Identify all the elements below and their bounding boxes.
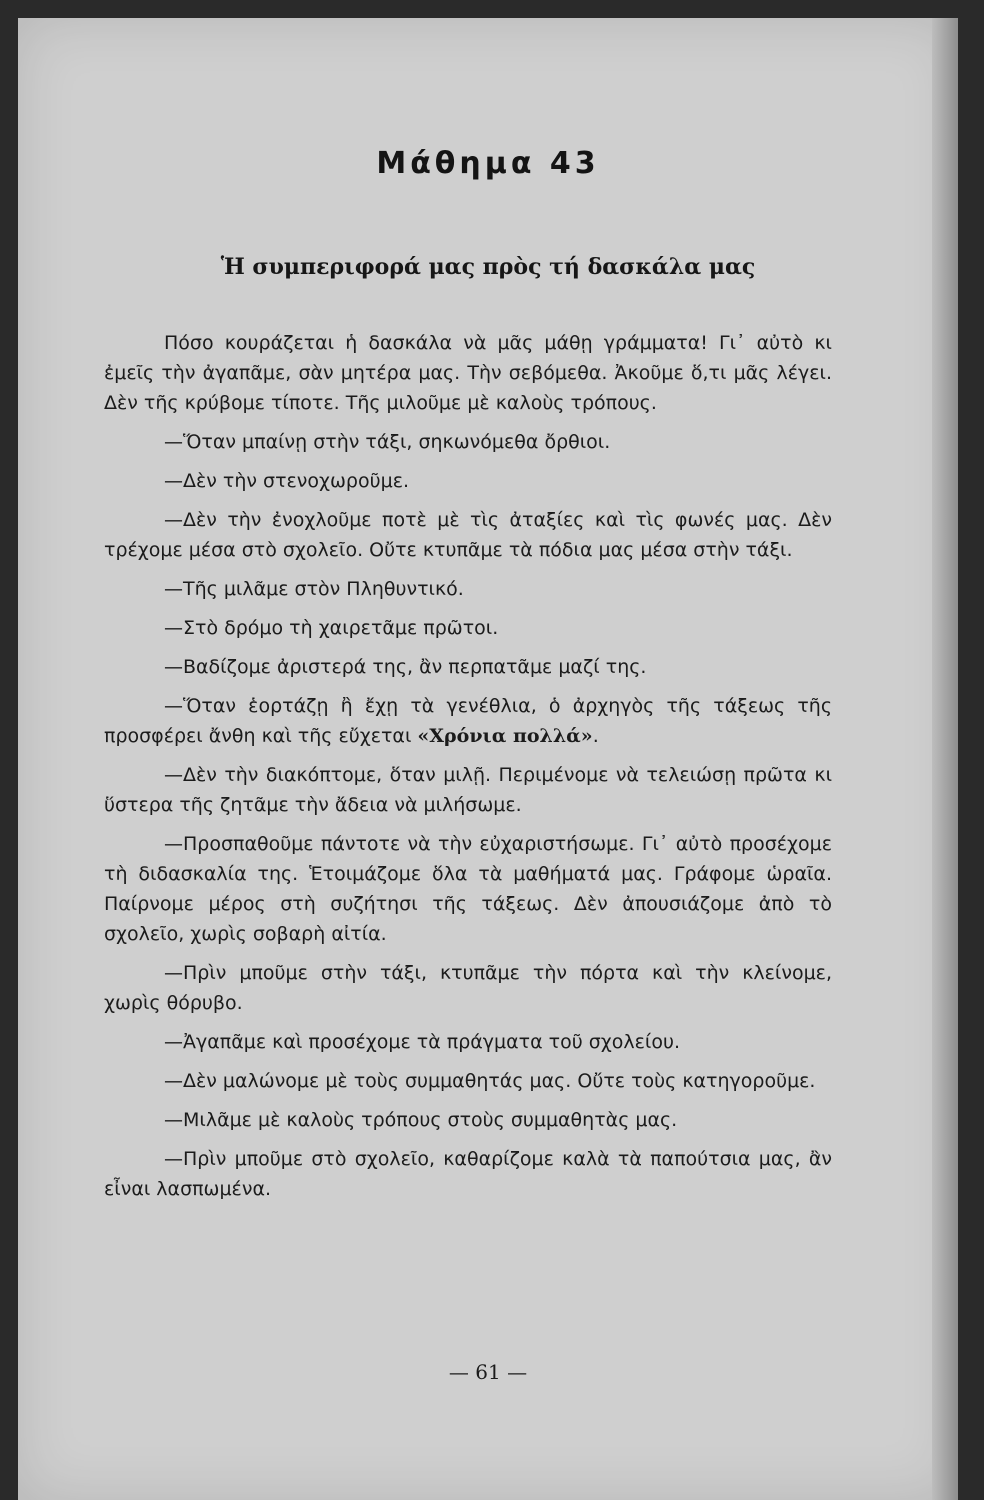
paragraph: —Ἀγαπᾶμε καὶ προσέχομε τὰ πράγματα τοῦ σχολείου. [164, 1031, 680, 1053]
celebration-wish: «Χρόνια πολλά» [417, 725, 593, 747]
lesson-text [104, 328, 832, 1213]
paragraph-celebration [104, 691, 832, 751]
paragraph: —Τῆς μιλᾶμε στὸν Πληθυντικό. [164, 578, 464, 600]
paragraph: —Δὲν μαλώνομε μὲ τοὺς συμμαθητάς μας. Οὔτε τοὺς κατηγοροῦμε. [164, 1070, 816, 1092]
book-page [18, 18, 958, 1500]
paragraph: —Μιλᾶμε μὲ καλοὺς τρόπους στοὺς συμμαθητὰς μας. [164, 1109, 678, 1131]
paragraph: —Στὸ δρόμο τὴ χαιρετᾶμε πρῶτοι. [164, 617, 499, 639]
paragraph: —Πρὶν μποῦμε στὴν τάξι, κτυπᾶμε τὴν πόρτα καὶ τὴν κλείνομε, χωρὶς θόρυβο. [104, 962, 832, 1014]
paragraph: —Δὲν τὴν ἐνοχλοῦμε ποτὲ μὲ τὶς ἀταξίες καὶ τὶς φωνές μας. Δὲν τρέχομε μέσα στὸ σχολεῖο. Οὔτε κτυπᾶμε τὰ πόδια μας μέσα στὴν τάξι. [104, 509, 832, 561]
paragraph: —Δὲν τὴν διακόπτομε, ὅταν μιλῇ. Περιμένομε νὰ τελειώσῃ πρῶτα κι ὕστερα τῆς ζητᾶμε τὴν ἄδεια νὰ μιλήσωμε. [104, 764, 832, 816]
lesson-subtitle: Ἡ συμπεριφορά μας πρὸς τή δασκάλα μας [220, 254, 756, 280]
page-number: — 61 — [448, 1360, 528, 1384]
celebration-text: —Ὅταν ἑορτάζῃ ἢ ἔχῃ τὰ γενέθλια, ὁ ἀρχηγὸς τῆς τάξεως τῆς προσφέρει ἄνθη καὶ τῆς εὔχεται [104, 695, 832, 747]
page-spine-shadow [932, 18, 958, 1500]
paragraph: —Δὲν τὴν στενοχωροῦμε. [164, 470, 410, 492]
paragraph: —Πρὶν μποῦμε στὸ σχολεῖο, καθαρίζομε καλὰ τὰ παπούτσια μας, ἂν εἶναι λασπωμένα. [104, 1148, 832, 1200]
paragraph: Πόσο κουράζεται ἡ δασκάλα νὰ μᾶς μάθῃ γράμματα! Γι᾽ αὐτὸ κι ἐμεῖς τὴν ἀγαπᾶμε, σὰν μητέρα μας. Τὴν σεβόμεθα. Ἀκοῦμε ὅ,τι μᾶς λέγει. Δὲν τῆς κρύβομε τίποτε. Τῆς μιλοῦμε μὲ καλοὺς τρόπους. [104, 332, 832, 414]
paragraph: —Προσπαθοῦμε πάντοτε νὰ τὴν εὐχαριστήσωμε. Γι᾽ αὐτὸ προσέχομε τὴ διδασκαλία της. Ἑτοιμάζομε ὅλα τὰ μαθήματά μας. Γράφομε ὡραῖα. Παίρνομε μέρος στὴ συζήτησι τῆς τάξεως. Δὲν ἀπουσιάζομε ἀπὸ τὸ σχολεῖο, χωρὶς σοβαρὴ αἰτία. [104, 833, 832, 945]
paragraph: —Βαδίζομε ἀριστερά της, ἂν περπατᾶμε μαζί της. [164, 656, 647, 678]
paragraph: —Ὅταν μπαίνῃ στὴν τάξι, σηκωνόμεθα ὄρθιοι. [164, 431, 611, 453]
celebration-end: . [592, 725, 599, 747]
lesson-title: Μάθημα 43 [376, 146, 600, 181]
